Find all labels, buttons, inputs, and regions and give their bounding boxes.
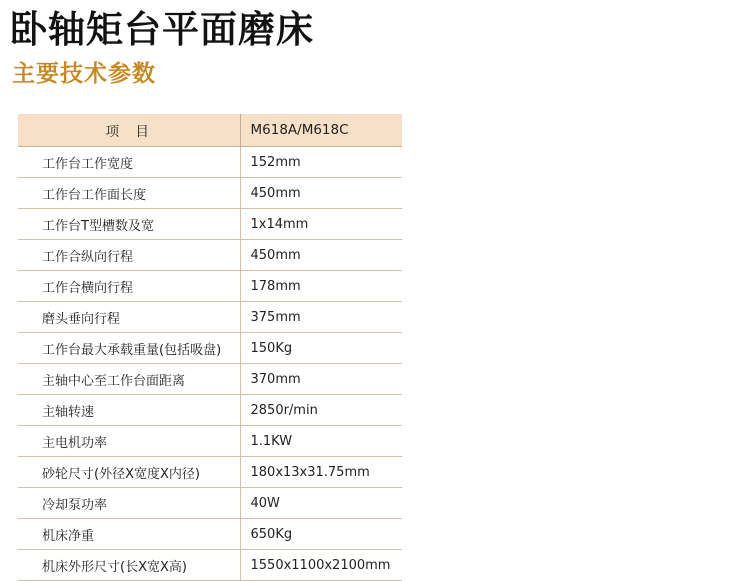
table-row <box>18 457 402 488</box>
spec-value: 1.1KW <box>240 426 402 457</box>
spec-value: 650Kg <box>240 519 402 550</box>
spec-value: 150Kg <box>240 333 402 364</box>
table-body <box>18 114 402 581</box>
specifications-table <box>18 114 402 581</box>
spec-label: 工作台最大承载重量(包括吸盘) <box>18 333 240 364</box>
spec-label: 工作合横向行程 <box>18 271 240 302</box>
spec-label: 工作台工作面长度 <box>18 178 240 209</box>
table-row <box>18 209 402 240</box>
spec-label: 工作台工作宽度 <box>18 147 240 178</box>
spec-value: 152mm <box>240 147 402 178</box>
spec-value: 40W <box>240 488 402 519</box>
table-header-row <box>18 114 402 147</box>
spec-value: 1x14mm <box>240 209 402 240</box>
spec-value: 178mm <box>240 271 402 302</box>
column-header-item: 项 目 <box>18 114 240 147</box>
spec-value: 450mm <box>240 240 402 271</box>
spec-label: 工作台T型槽数及宽 <box>18 209 240 240</box>
table-row <box>18 426 402 457</box>
spec-label: 冷却泵功率 <box>18 488 240 519</box>
table-row <box>18 395 402 426</box>
table-row <box>18 519 402 550</box>
table-row <box>18 364 402 395</box>
spec-value: 375mm <box>240 302 402 333</box>
spec-value: 2850r/min <box>240 395 402 426</box>
table-row <box>18 240 402 271</box>
spec-label: 机床外形尺寸(长X宽X高) <box>18 550 240 581</box>
table-row <box>18 302 402 333</box>
table-row <box>18 147 402 178</box>
table-row <box>18 550 402 581</box>
table-row <box>18 271 402 302</box>
table-row <box>18 333 402 364</box>
spec-value: 1550x1100x2100mm <box>240 550 402 581</box>
table-row <box>18 488 402 519</box>
spec-value: 370mm <box>240 364 402 395</box>
spec-label: 主轴转速 <box>18 395 240 426</box>
spec-label: 砂轮尺寸(外径X宽度X内径) <box>18 457 240 488</box>
column-header-model: M618A/M618C <box>240 114 402 147</box>
spec-label: 主轴中心至工作台面距离 <box>18 364 240 395</box>
spec-label: 主电机功率 <box>18 426 240 457</box>
spec-value: 180x13x31.75mm <box>240 457 402 488</box>
table-row <box>18 178 402 209</box>
page-title: 卧轴矩台平面磨床 <box>10 8 314 51</box>
spec-label: 磨头垂向行程 <box>18 302 240 333</box>
page-subtitle: 主要技术参数 <box>12 61 156 87</box>
spec-label: 工作合纵向行程 <box>18 240 240 271</box>
spec-value: 450mm <box>240 178 402 209</box>
spec-label: 机床净重 <box>18 519 240 550</box>
